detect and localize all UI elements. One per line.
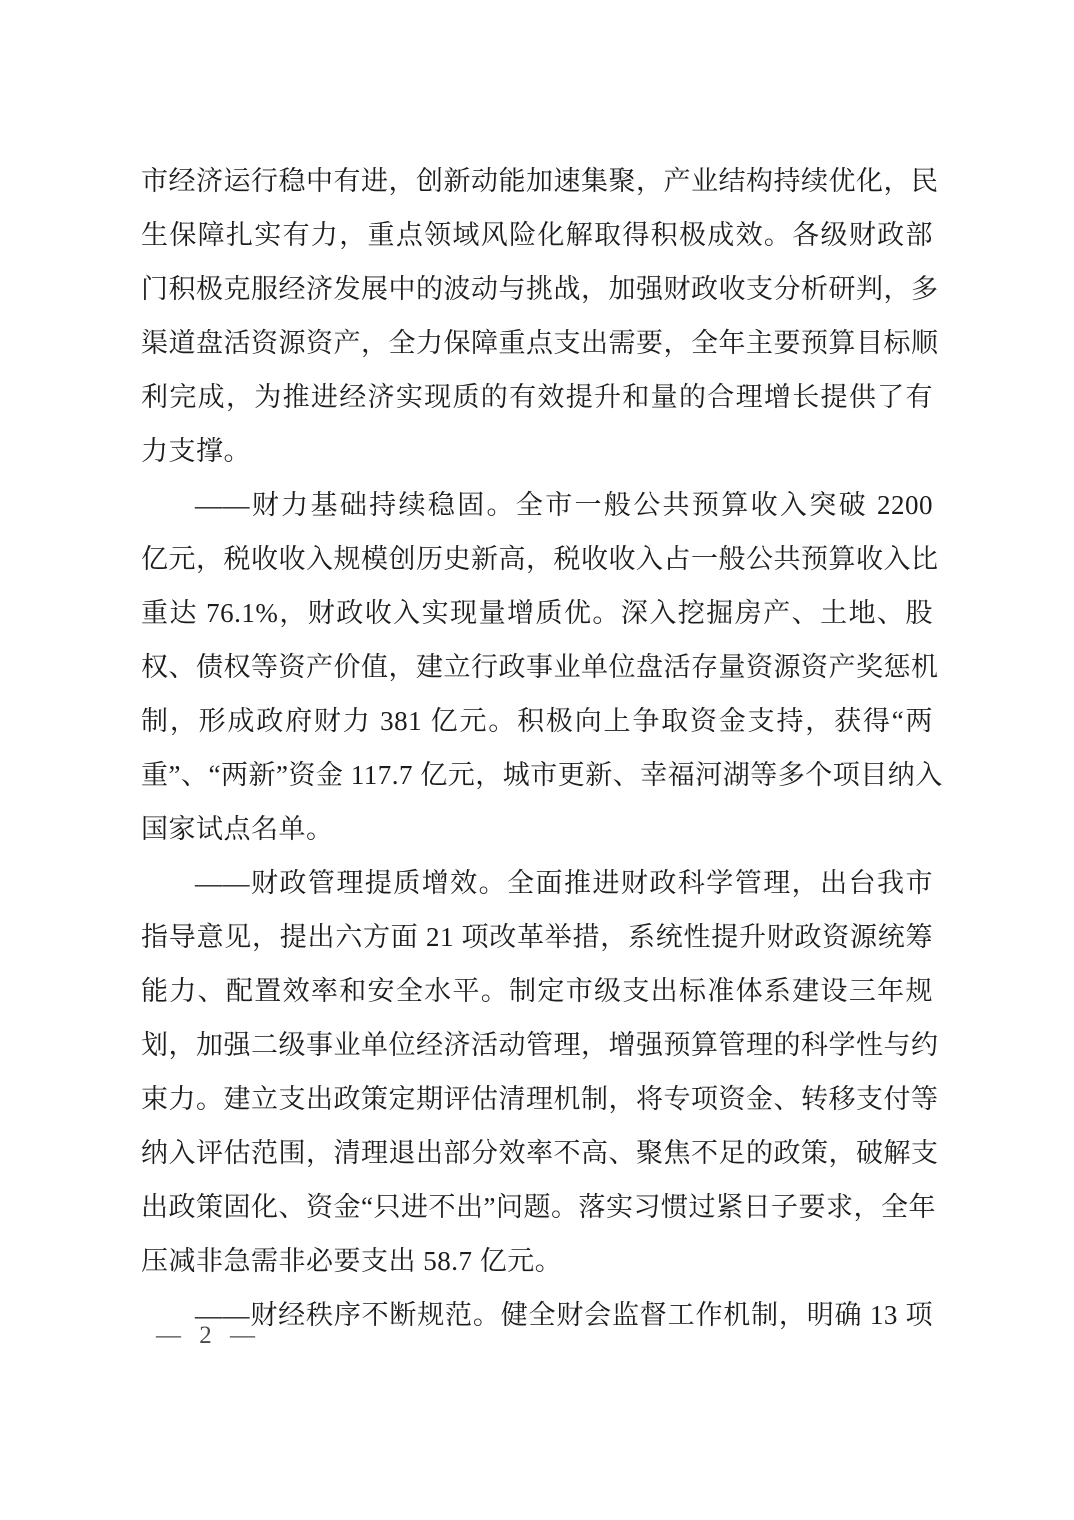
- text-line: ——财经秩序不断规范。健全财会监督工作机制，明确 13 项: [195, 1300, 933, 1330]
- text-line: 重达 76.1%，财政收入实现量增质优。深入挖掘房产、土地、股: [141, 598, 933, 628]
- text-line: 压减非急需非必要支出 58.7 亿元。: [141, 1246, 563, 1276]
- text-line: 指导意见，提出六方面 21 项改革举措，系统性提升财政资源统筹: [141, 922, 933, 952]
- paragraph-fiscal-management: [141, 856, 939, 1288]
- text-line: 亿元，税收收入规模创历史新高，税收收入占一般公共预算收入比: [141, 544, 939, 574]
- text-line: 力支撑。: [141, 436, 251, 466]
- text-line: 渠道盘活资源资产，全力保障重点支出需要，全年主要预算目标顺: [141, 328, 939, 358]
- text-line: 重”、“两新”资金 117.7 亿元，城市更新、幸福河湖等多个项目纳入: [141, 760, 943, 790]
- page-number: — 2 —: [156, 1322, 261, 1349]
- text-line: 权、债权等资产价值，建立行政事业单位盘活存量资源资产奖惩机: [141, 652, 939, 682]
- text-line: 市经济运行稳中有进，创新动能加速集聚，产业结构持续优化，民: [141, 166, 939, 196]
- text-line: ——财力基础持续稳固。全市一般公共预算收入突破 2200: [195, 490, 933, 520]
- text-line: 利完成，为推进经济实现质的有效提升和量的合理增长提供了有: [141, 382, 933, 412]
- paragraph-continuation: [141, 154, 939, 478]
- text-line: 国家试点名单。: [141, 814, 334, 844]
- text-line: 纳入评估范围，清理退出部分效率不高、聚焦不足的政策，破解支: [141, 1138, 939, 1168]
- paragraph-fiscal-foundation: [141, 478, 943, 856]
- text-line: 划，加强二级事业单位经济活动管理，增强预算管理的科学性与约: [141, 1030, 939, 1060]
- text-line: 门积极克服经济发展中的波动与挑战，加强财政收支分析研判，多: [141, 274, 939, 304]
- text-line: 制，形成政府财力 381 亿元。积极向上争取资金支持，获得“两: [141, 706, 933, 736]
- text-line: 能力、配置效率和安全水平。制定市级支出标准体系建设三年规: [141, 976, 933, 1006]
- text-line: 生保障扎实有力，重点领域风险化解取得积极成效。各级财政部: [141, 220, 933, 250]
- text-line: 束力。建立支出政策定期评估清理机制，将专项资金、转移支付等: [141, 1084, 939, 1114]
- body-text: [141, 154, 943, 1342]
- text-line: ——财政管理提质增效。全面推进财政科学管理，出台我市: [195, 868, 933, 898]
- text-line: 出政策固化、资金“只进不出”问题。落实习惯过紧日子要求，全年: [141, 1192, 936, 1222]
